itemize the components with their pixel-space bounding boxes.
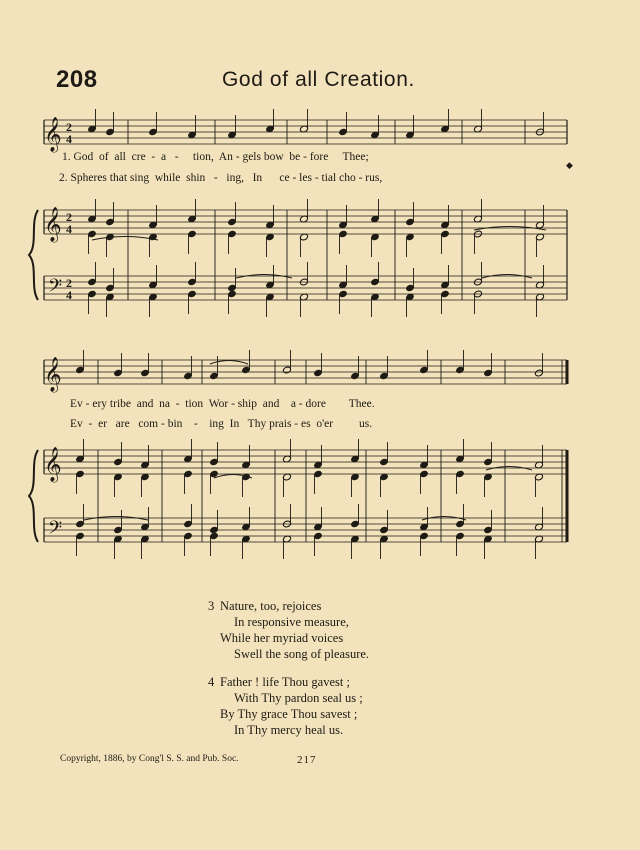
bass-clef-icon: 𝄢 (48, 276, 63, 301)
lyric-verse1-line2: Ev - ery tribe and na - tion Wor - ship and a - dore Thee. (70, 398, 375, 410)
lyric-verse2-line2: Ev - er are com - bin - ing In Thy prais - es o'er us. (70, 418, 373, 430)
stanza-line: While her myriad voices (220, 631, 344, 645)
stanza-line: 3 Nature, too, rejoices (208, 599, 322, 613)
hymn-number: 208 (56, 66, 98, 93)
time-signature-bottom: 4 (66, 222, 72, 236)
stanza-line: By Thy grace Thou savest ; (220, 707, 358, 721)
time-signature-bottom: 4 (66, 132, 72, 146)
stanza-line: In responsive measure, (234, 615, 349, 629)
tie-arc (210, 361, 248, 365)
system-brace (29, 210, 38, 300)
stanza-line: In Thy mercy heal us. (234, 723, 344, 737)
lyric-verse2-line1: 2. Spheres that sing while shin - ing, In ce - les - tial cho - rus, (59, 172, 383, 184)
stanza-line: 4 Father ! life Thou gavest ; (208, 675, 350, 689)
system-brace (29, 450, 38, 542)
treble-clef-icon: 𝄞 (44, 117, 62, 152)
time-signature-top: 2 (66, 210, 72, 224)
bass-clef-icon: 𝄢 (48, 518, 63, 543)
tie-arc (92, 237, 158, 241)
time-signature-top: 2 (66, 276, 72, 290)
lyric-verse1-line1: 1. God of all cre - a - tion, An - gels bow be - fore Thee; (62, 151, 369, 163)
page-mark-icon: ◆ (566, 160, 573, 170)
stanza-3 (208, 598, 369, 662)
stanza-line: Swell the song of pleasure. (234, 647, 370, 661)
page-number: 217 (297, 754, 317, 766)
stanza-line: With Thy pardon seal us ; (234, 691, 363, 705)
hymn-title: God of all Creation. (222, 68, 415, 91)
copyright-notice: Copyright, 1886, by Cong'l S. S. and Pub. Soc. (60, 754, 239, 764)
stanza-number: 4 (208, 675, 215, 689)
time-signature-bottom: 4 (66, 288, 72, 302)
treble-clef-icon: 𝄞 (44, 357, 62, 392)
stanza-4 (208, 674, 363, 738)
stanza-number: 3 (208, 599, 215, 613)
treble-clef-icon: 𝄞 (44, 207, 62, 242)
time-signature-top: 2 (66, 120, 72, 134)
treble-clef-icon: 𝄞 (44, 447, 62, 482)
